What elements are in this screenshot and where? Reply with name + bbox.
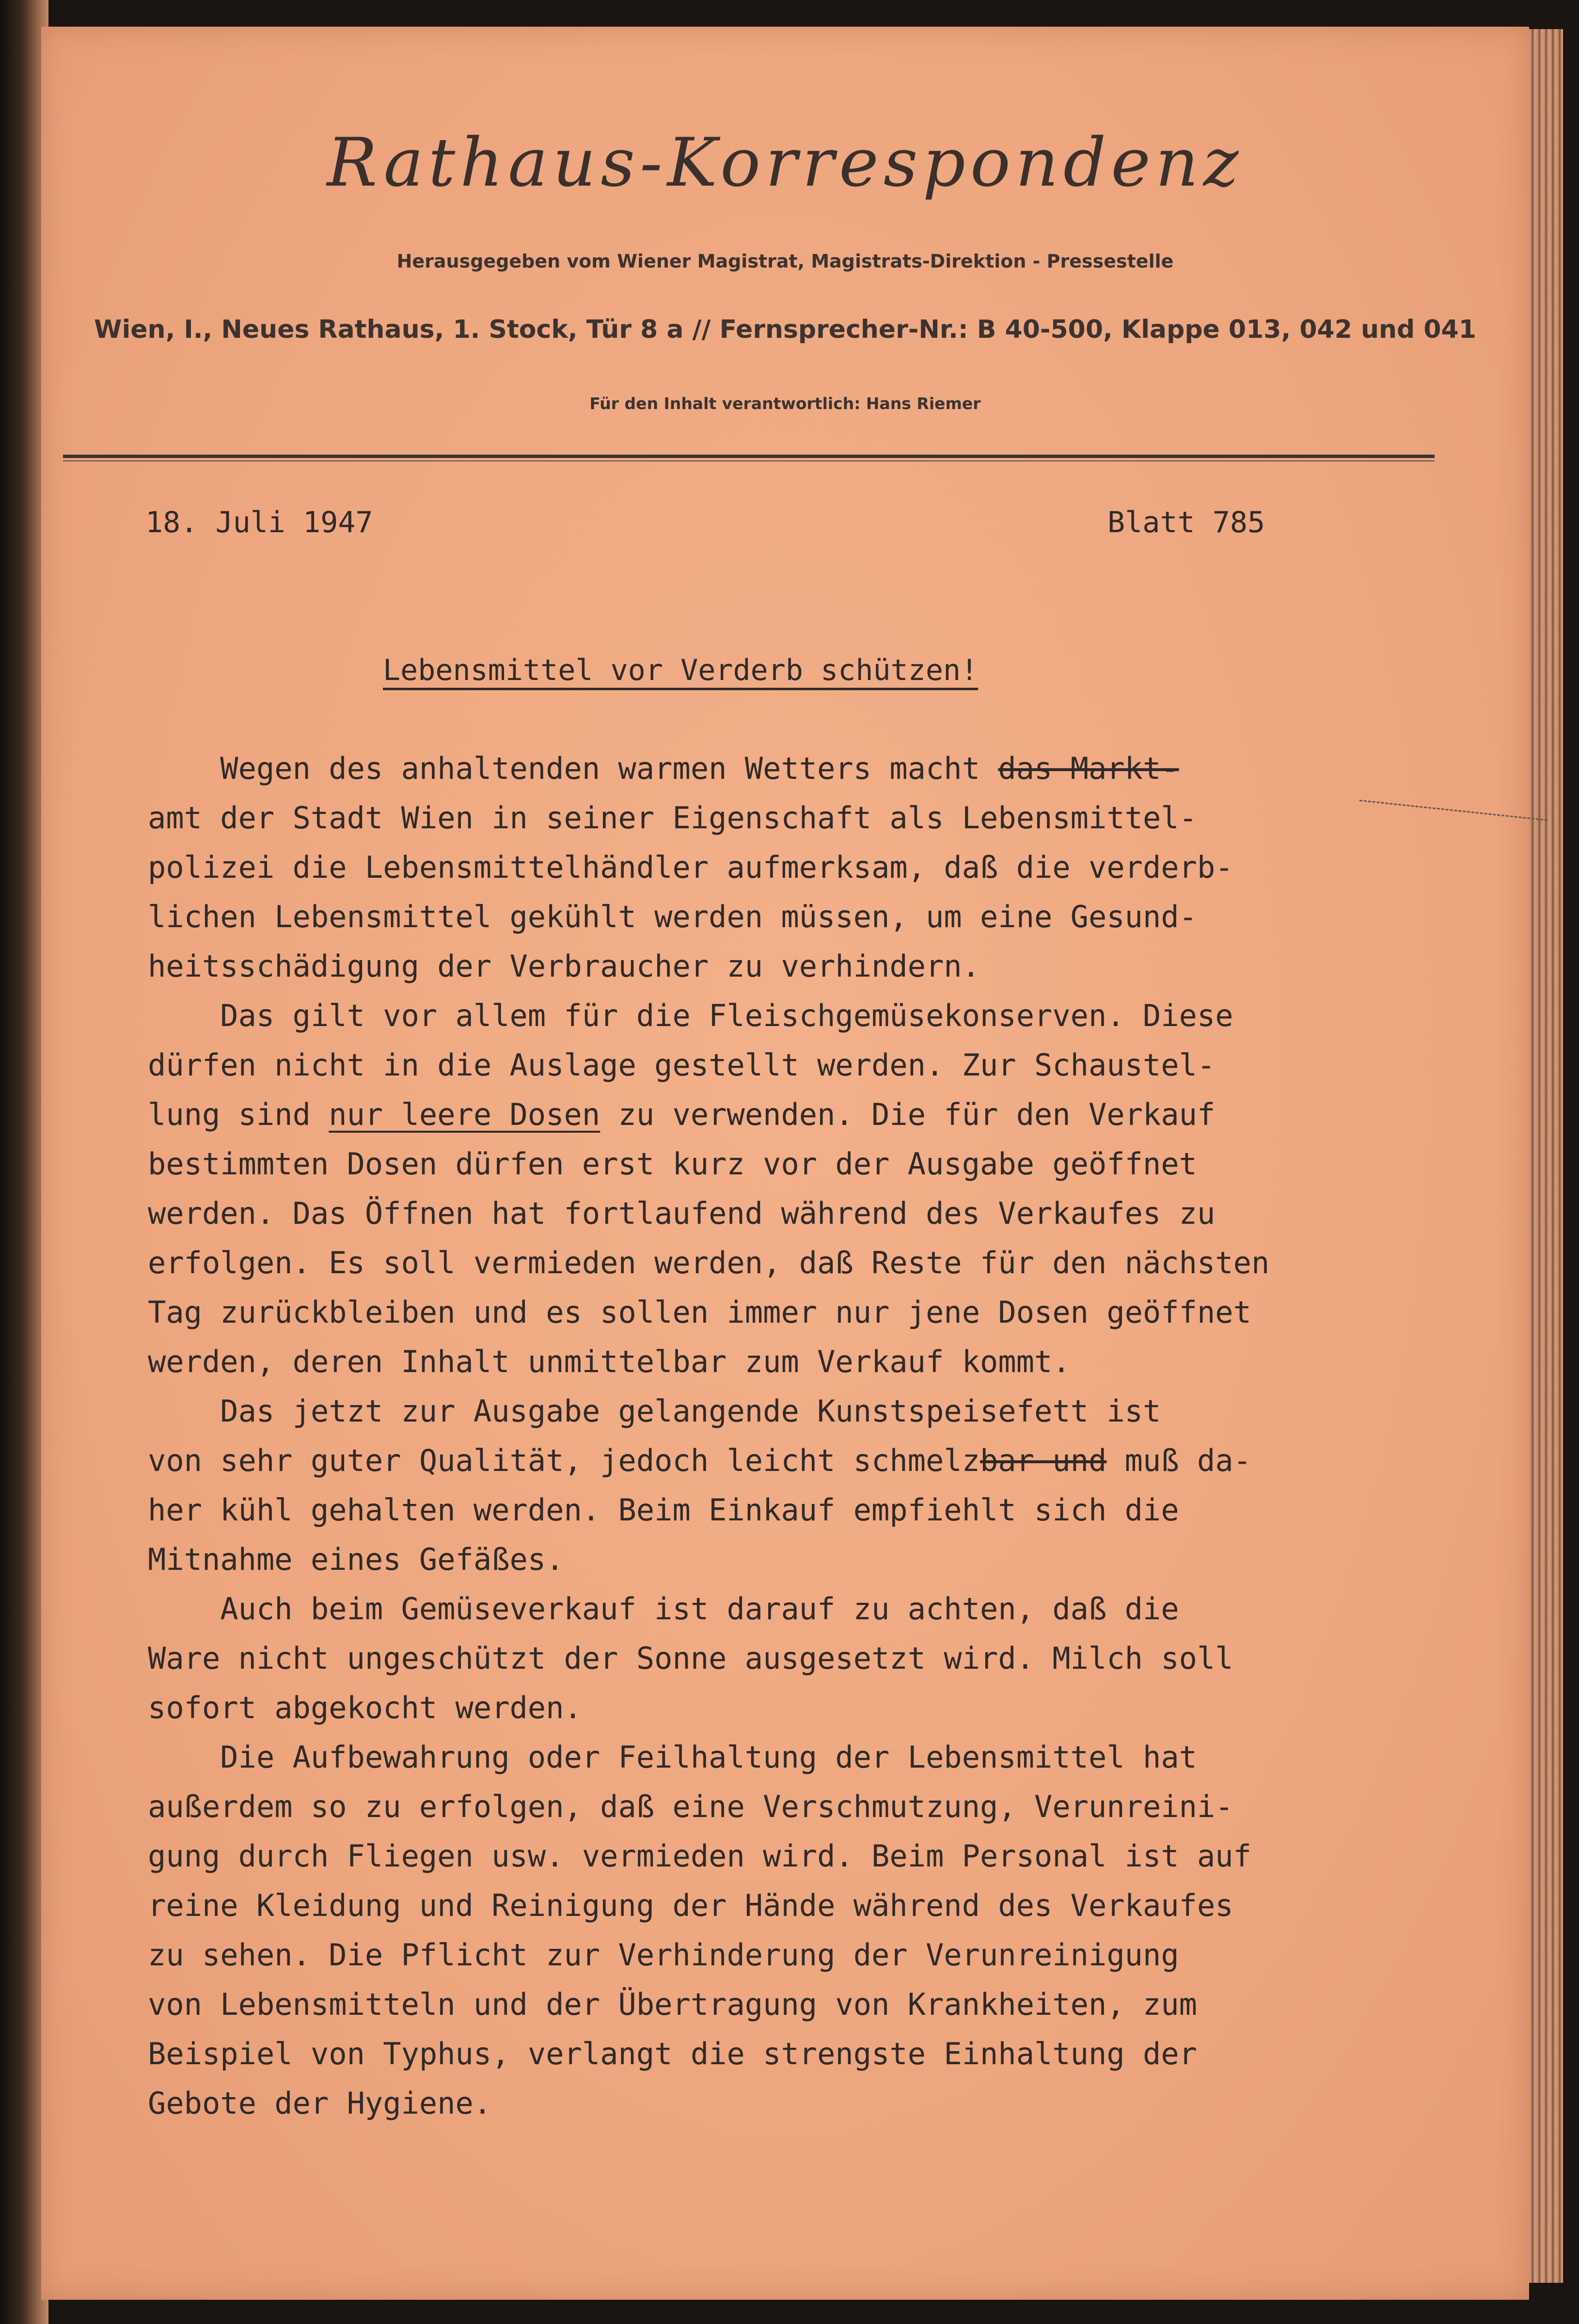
- body-line-text: Das gilt vor allem für die Fleischgemüsekonserven. Diese: [148, 998, 1233, 1033]
- article-heading: Lebensmittel vor Verderb schützen!: [383, 653, 979, 687]
- body-line-text: zu sehen. Die Pflicht zur Verhinderung der Verunreinigung: [148, 1937, 1179, 1973]
- body-line: [148, 793, 1432, 843]
- sheet-number: Blatt 785: [1107, 506, 1265, 539]
- body-line-text: Das jetzt zur Ausgabe gelangende Kunstspeisefett ist: [148, 1393, 1161, 1429]
- masthead-title: Rathaus-Korrespondenz: [327, 124, 1244, 202]
- body-line: [148, 1980, 1432, 2029]
- body-line-text: dürfen nicht in die Auslage gestellt werden. Zur Schaustel-: [148, 1047, 1216, 1083]
- body-line: [148, 1041, 1432, 1090]
- body-line: [148, 991, 1432, 1041]
- body-line: [148, 1337, 1432, 1387]
- body-line-text: her kühl gehalten werden. Beim Einkauf empfiehlt sich die: [148, 1492, 1179, 1528]
- body-line: [148, 1189, 1432, 1238]
- masthead-address: Wien, I., Neues Rathaus, 1. Stock, Tür 8 a // Fernsprecher-Nr.: B 40-500, Klappe 013, 042 und 041: [94, 315, 1476, 344]
- body-line: [148, 1733, 1432, 1782]
- body-line: [148, 1238, 1432, 1288]
- body-line: [148, 1486, 1432, 1535]
- masthead-rule-thin: [63, 460, 1435, 461]
- body-line-text: lichen Lebensmittel gekühlt werden müssen, um eine Gesund-: [148, 899, 1197, 934]
- body-line-text: von sehr guter Qualität, jedoch leicht schmelz: [148, 1443, 980, 1478]
- body-line-text: heitsschädigung der Verbraucher zu verhindern.: [148, 949, 980, 984]
- body-line-text: außerdem so zu erfolgen, daß eine Verschmutzung, Verunreini-: [148, 1789, 1233, 1824]
- body-line: [148, 1090, 1432, 1139]
- article-body: [148, 744, 1432, 2128]
- body-line: [148, 1436, 1432, 1486]
- body-line: [148, 1782, 1432, 1832]
- document-date: 18. Juli 1947: [145, 506, 373, 539]
- body-line-text: Wegen des anhaltenden warmen Wetters macht: [148, 751, 998, 786]
- document-page: [41, 27, 1529, 2300]
- body-line: [148, 843, 1432, 892]
- body-line: [148, 892, 1432, 942]
- body-line-text: lung sind: [148, 1097, 329, 1132]
- body-line: [148, 1881, 1432, 1930]
- body-line: [148, 942, 1432, 991]
- body-line-text: reine Kleidung und Reinigung der Hände während des Verkaufes: [148, 1888, 1233, 1923]
- body-line-text: Ware nicht ungeschützt der Sonne ausgesetzt wird. Milch soll: [148, 1641, 1233, 1676]
- body-line-text: polizei die Lebensmittelhändler aufmerksam, daß die verderb-: [148, 850, 1233, 885]
- masthead-rule: [63, 455, 1435, 458]
- masthead-publisher: Herausgegeben vom Wiener Magistrat, Magistrats-Direktion - Pressestelle: [396, 251, 1174, 272]
- body-line: [148, 744, 1432, 793]
- body-line-text: von Lebensmitteln und der Übertragung von Krankheiten, zum: [148, 1987, 1197, 2022]
- body-line-text: bestimmten Dosen dürfen erst kurz vor der Ausgabe geöffnet: [148, 1146, 1197, 1182]
- body-line: [148, 1387, 1432, 1436]
- body-line-text-end: zu verwenden. Die für den Verkauf: [600, 1097, 1216, 1132]
- body-line: [148, 1139, 1432, 1189]
- struck-through-text: das Markt-: [998, 751, 1179, 786]
- underlined-text: nur leere Dosen: [329, 1097, 600, 1132]
- body-line-text: Auch beim Gemüseverkauf ist darauf zu achten, daß die: [148, 1591, 1179, 1627]
- struck-through-text: bar und: [980, 1443, 1107, 1478]
- body-line-text: erfolgen. Es soll vermieden werden, daß Reste für den nächsten: [148, 1245, 1270, 1281]
- body-line-text: Tag zurückbleiben und es sollen immer nur jene Dosen geöffnet: [148, 1295, 1251, 1330]
- body-line: [148, 1634, 1432, 1683]
- body-line-text: Beispiel von Typhus, verlangt die strengste Einhaltung der: [148, 2036, 1197, 2071]
- body-line-text: Gebote der Hygiene.: [148, 2086, 492, 2121]
- body-line-text: Mitnahme eines Gefäßes.: [148, 1542, 564, 1577]
- body-line: [148, 1930, 1432, 1980]
- masthead-responsible: Für den Inhalt verantwortlich: Hans Riemer: [589, 394, 981, 413]
- body-line-text: sofort abgekocht werden.: [148, 1690, 582, 1725]
- body-line: [148, 1535, 1432, 1584]
- body-line-text: amt der Stadt Wien in seiner Eigenschaft als Lebensmittel-: [148, 800, 1197, 836]
- body-line: [148, 2079, 1432, 2128]
- body-line: [148, 2029, 1432, 2079]
- body-line: [148, 1683, 1432, 1733]
- body-line-text: gung durch Fliegen usw. vermieden wird. Beim Personal ist auf: [148, 1838, 1251, 1874]
- body-line: [148, 1288, 1432, 1337]
- body-line: [148, 1832, 1432, 1881]
- body-line-text: werden. Das Öffnen hat fortlaufend während des Verkaufes zu: [148, 1196, 1216, 1231]
- body-line-text: Die Aufbewahrung oder Feilhaltung der Lebensmittel hat: [148, 1739, 1197, 1775]
- body-line-text: werden, deren Inhalt unmittelbar zum Verkauf kommt.: [148, 1344, 1071, 1379]
- body-line: [148, 1584, 1432, 1634]
- body-line-text-end: muß da-: [1106, 1443, 1251, 1478]
